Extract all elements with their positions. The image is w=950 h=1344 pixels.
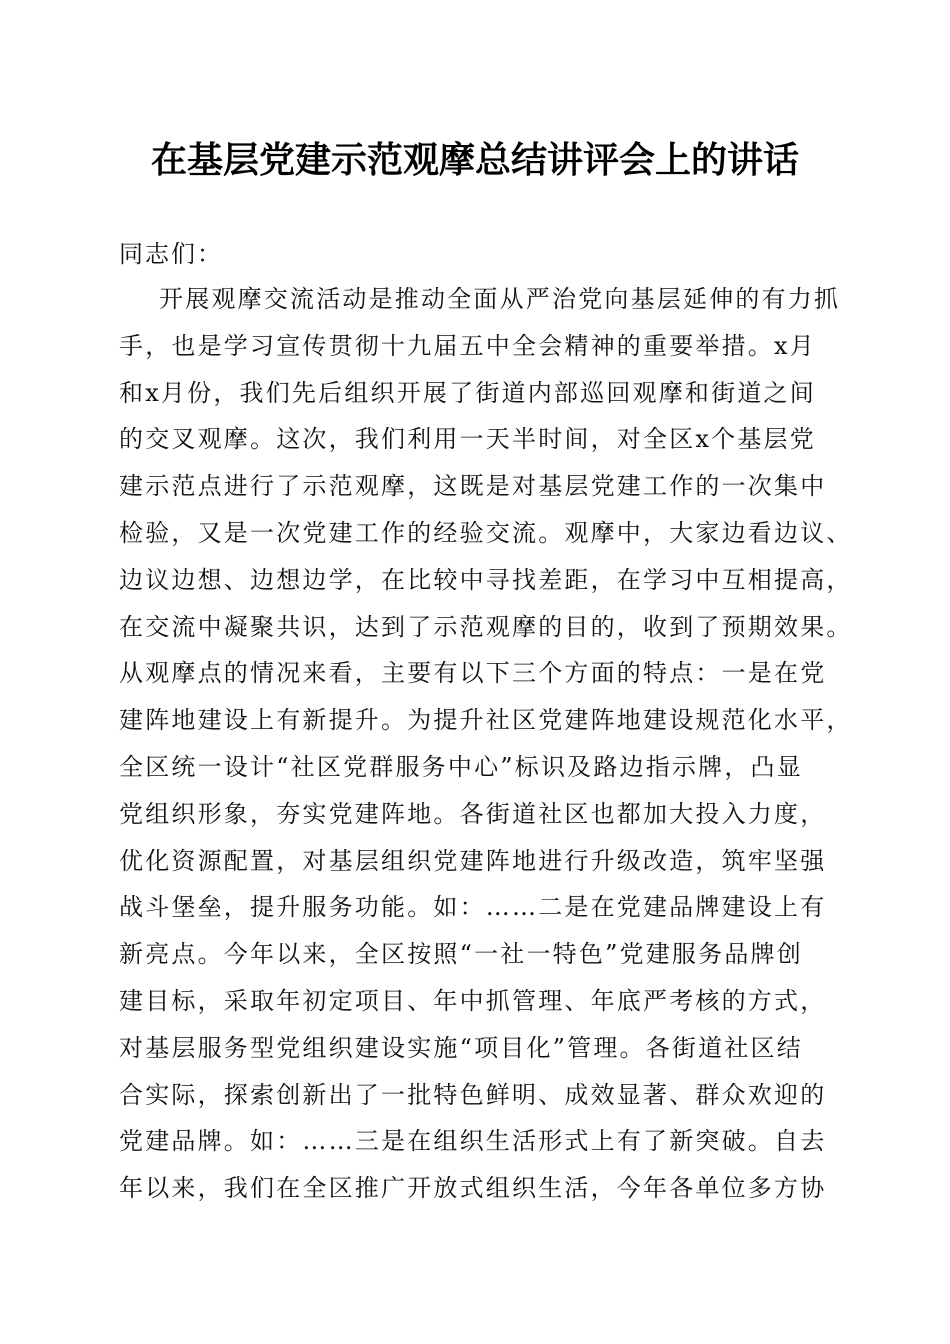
document-title: 在基层党建示范观摩总结讲评会上的讲话 <box>150 139 799 181</box>
text-line: 优化资源配置，对基层组织党建阵地进行升级改造，筑牢坚强 <box>119 846 827 875</box>
text-line: 从观摩点的情况来看，主要有以下三个方面的特点：一是在党 <box>119 659 827 688</box>
salutation: 同志们： <box>119 240 223 268</box>
body-paragraph <box>119 276 853 1212</box>
text-line: 年以来，我们在全区推广开放式组织生活，今年各单位多方协 <box>119 1174 827 1203</box>
text-line: 的交叉观摩。这次，我们利用一天半时间，对全区x个基层党 <box>119 425 816 454</box>
text-line: 建示范点进行了示范观摩，这既是对基层党建工作的一次集中 <box>119 472 827 501</box>
text-line: 边议边想、边想边学，在比较中寻找差距，在学习中互相提高， <box>119 565 853 594</box>
text-line: 检验，又是一次党建工作的经验交流。观摩中，大家边看边议、 <box>119 518 853 547</box>
text-line: 和x月份，我们先后组织开展了街道内部巡回观摩和街道之间 <box>119 378 816 407</box>
text-line: 建目标，采取年初定项目、年中抓管理、年底严考核的方式， <box>119 986 827 1015</box>
text-line: 手，也是学习宣传贯彻十九届五中全会精神的重要举措。x月 <box>119 331 816 360</box>
text-line: 对基层服务型党组织建设实施“项目化”管理。各街道社区结 <box>119 1033 803 1062</box>
text-line: 全区统一设计“社区党群服务中心”标识及路边指示牌，凸显 <box>119 752 803 781</box>
text-line: 战斗堡垒，提升服务功能。如：……二是在党建品牌建设上有 <box>119 893 827 922</box>
text-line: 建阵地建设上有新提升。为提升社区党建阵地建设规范化水平， <box>119 706 853 735</box>
text-line: 党组织形象，夯实党建阵地。各街道社区也都加大投入力度， <box>119 799 827 828</box>
text-line: 开展观摩交流活动是推动全面从严治党向基层延伸的有力抓 <box>159 285 841 313</box>
text-line: 新亮点。今年以来，全区按照“一社一特色”党建服务品牌创 <box>119 940 803 969</box>
text-line: 在交流中凝聚共识，达到了示范观摩的目的，收到了预期效果。 <box>119 612 853 641</box>
text-line: 党建品牌。如：……三是在组织生活形式上有了新突破。自去 <box>119 1127 827 1156</box>
text-line: 合实际，探索创新出了一批特色鲜明、成效显著、群众欢迎的 <box>119 1080 827 1109</box>
